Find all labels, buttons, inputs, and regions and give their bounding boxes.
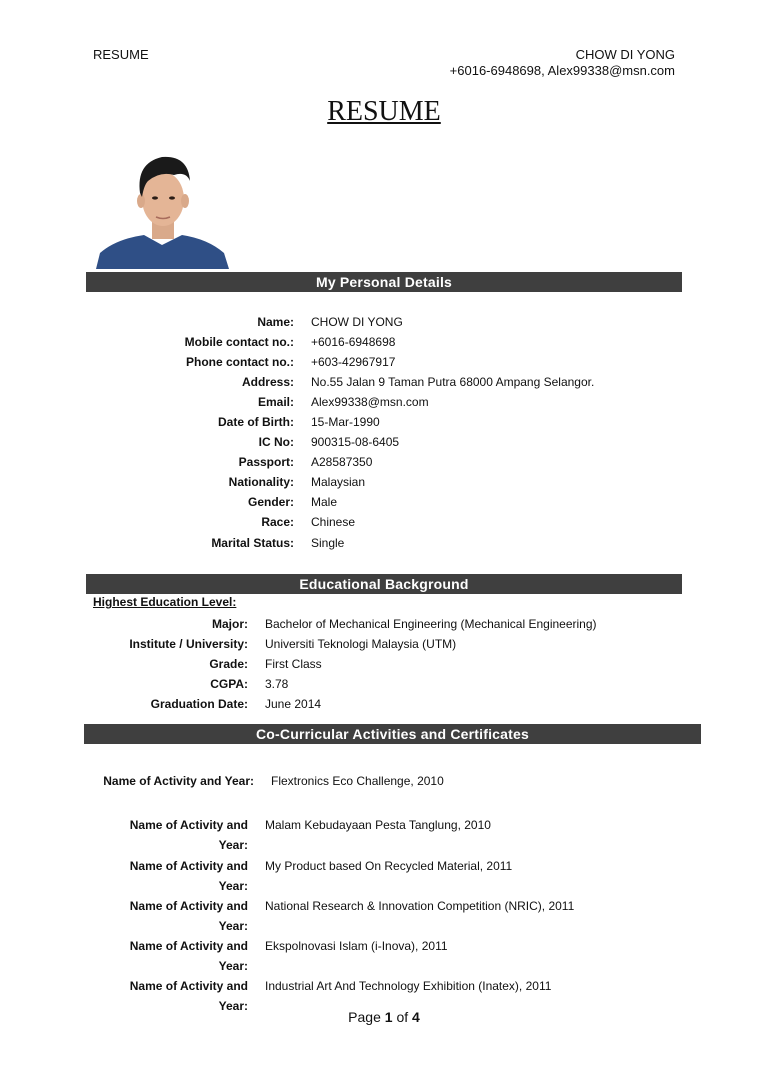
education-heading: Educational Background [86,574,682,594]
personal-value: Malaysian [311,475,366,489]
personal-value: CHOW DI YONG [311,315,403,329]
page-footer [0,1009,768,1025]
education-subheading: Highest Education Level: [93,595,237,609]
activity-label: Name of Activity and Year: [103,774,254,788]
personal-value: +603-42967917 [311,355,396,369]
activity-value: My Product based On Recycled Material, 2011 [265,859,513,873]
header-left-label: RESUME [93,47,149,62]
personal-label: Name: [257,315,294,329]
personal-value: A28587350 [311,455,373,469]
education-label: Major: [212,617,248,631]
profile-photo [96,141,229,269]
page-title: RESUME [327,96,441,127]
activity-label: Name of Activity and Year: [129,859,248,893]
personal-label: Gender: [247,495,294,509]
current-page-number: 1 [384,1009,393,1025]
personal-value: Chinese [311,515,356,529]
header-contact: +6016-6948698, Alex99338@msn.com [449,63,675,78]
activity-label: Name of Activity and Year: [129,979,248,1013]
total-page-number: 4 [412,1009,420,1025]
header-contact-block [450,47,675,79]
activity-value: Industrial Art And Technology Exhibition (Inatex), 2011 [265,979,552,993]
education-label: Institute / University: [129,637,248,651]
personal-value: Single [311,536,345,550]
education-value: First Class [265,657,322,671]
activity-label: Name of Activity and Year: [129,899,248,933]
personal-value: 15-Mar-1990 [311,415,380,429]
education-value: June 2014 [265,697,322,711]
personal-label: Email: [257,395,294,409]
activity-value: Malam Kebudayaan Pesta Tanglung, 2010 [265,818,491,832]
personal-value: No.55 Jalan 9 Taman Putra 68000 Ampang Selangor. [311,375,595,389]
personal-label: Race: [261,515,294,529]
education-value: Universiti Teknologi Malaysia (UTM) [265,637,457,651]
activity-value: Flextronics Eco Challenge, 2010 [271,774,444,788]
personal-label: Date of Birth: [218,415,294,429]
activities-heading: Co-Curricular Activities and Certificates [84,724,701,744]
personal-value: Male [311,495,338,509]
of-word: of [396,1009,409,1025]
education-label: Graduation Date: [150,697,248,711]
activity-label: Name of Activity and Year: [129,939,248,973]
education-label: Grade: [209,657,248,671]
personal-value: 900315-08-6405 [311,435,400,449]
education-value: Bachelor of Mechanical Engineering (Mechanical Engineering) [265,617,597,631]
personal-label: Marital Status: [211,536,294,550]
personal-label: Nationality: [228,475,294,489]
personal-label: Mobile contact no.: [184,335,294,349]
personal-label: Phone contact no.: [186,355,294,369]
page-word: Page [348,1009,381,1025]
personal-label: Address: [241,375,294,389]
personal-value: Alex99338@msn.com [311,395,429,409]
education-value: 3.78 [265,677,289,691]
personal-label: IC No: [258,435,294,449]
activity-value: National Research & Innovation Competition (NRIC), 2011 [265,899,575,913]
header-name: CHOW DI YONG [575,47,675,62]
activity-value: Ekspolnovasi Islam (i-Inova), 2011 [265,939,448,953]
activity-label: Name of Activity and Year: [129,818,248,852]
personal-label: Passport: [238,455,294,469]
personal-details-heading: My Personal Details [86,272,682,292]
personal-value: +6016-6948698 [311,335,396,349]
education-label: CGPA: [210,677,248,691]
